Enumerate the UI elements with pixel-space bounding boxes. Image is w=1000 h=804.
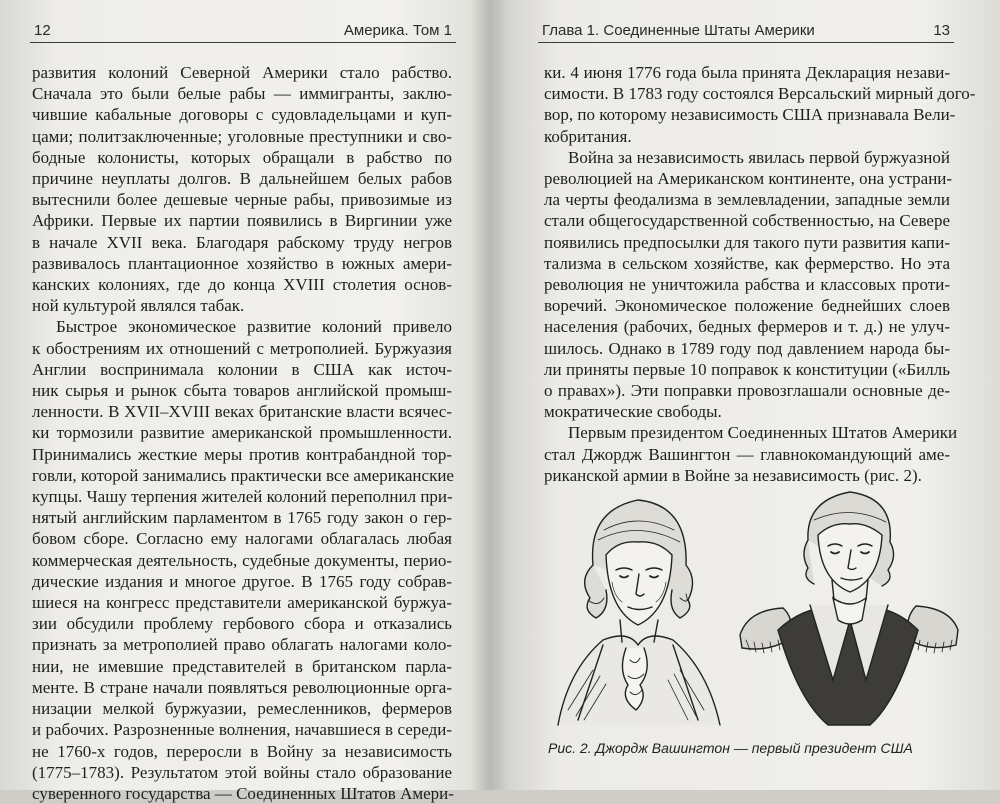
left-running-head <box>30 20 456 43</box>
text-line: вытеснили более дешевые черные рабы, привозимые из <box>32 190 452 210</box>
text-line: Первым президентом Соединенных Штатов Америки <box>568 423 958 443</box>
text-line: признать за метрополией право облагать налогами коло- <box>32 635 452 655</box>
left-page <box>0 0 490 803</box>
figure-caption: Рис. 2. Джордж Вашингтон — первый президент США <box>548 740 913 756</box>
text-line: Англии воспринимала колонии в США как источ- <box>32 359 452 379</box>
text-line: нятый английским парламентом в 1765 году закон о гер- <box>32 508 452 528</box>
text-line: стали общегосударственной собственностью, на Севере <box>544 211 950 231</box>
text-line: причине неуплаты долгов. В дальнейшем белых рабов <box>32 169 452 189</box>
text-line: появились предпосылки для такого пути развития капи- <box>544 232 950 252</box>
text-line: кобритания. <box>544 126 632 146</box>
text-line: низации мелкой буржуазии, ремесленников, фермеров <box>32 699 452 719</box>
right-running-title: Глава 1. Соединенные Штаты Америки <box>542 22 815 39</box>
text-line: бовом сборе. Согласно ему налогами облагалась любая <box>32 529 452 549</box>
text-line: тализма в сельском хозяйстве, как фермерство. Но эта <box>544 253 950 273</box>
text-line: развивалось плантационное хозяйство в южных амери- <box>32 253 452 273</box>
text-line: ла черты феодализма в землевладении, западные земли <box>544 190 950 210</box>
text-line: вор, по которому независимость США признавала Вели- <box>544 105 956 125</box>
text-line: о правах»). Эти поправки провозглашали основные де- <box>544 381 950 401</box>
text-line: населения (рабочих, бедных фермеров и т. д.) не улуч- <box>544 317 950 337</box>
text-line: к обострениям их отношений с метрополией. Буржуазия <box>32 338 452 358</box>
text-line: цами; политзаключенные; уголовные преступники и сво- <box>32 126 452 146</box>
text-line: ленности. В XVII–XVIII веках британские власти всячес- <box>32 402 452 422</box>
text-line: риканской армии в Войне за независимость (рис. 2). <box>544 465 922 485</box>
text-line: шилось. Однако в 1789 году под давлением народа бы- <box>544 338 950 358</box>
text-line: симости. В 1783 году состоялся Версальский мирный дого- <box>544 84 976 104</box>
text-line: купцы. Чашу терпения жителей колоний переполнил при- <box>32 487 453 507</box>
text-line: в начале XVII века. Благодаря рабскому труду негров <box>32 232 452 252</box>
text-line: ник сырья и рынок сбыта товаров английской промыш- <box>32 381 452 401</box>
text-line: чившие кабальные договоры с судовладельцами и куп- <box>32 105 452 125</box>
text-line: менте. В стране начали появляться революционные орга- <box>32 677 452 697</box>
text-line: стал Джордж Вашингтон — главнокомандующий аме- <box>544 444 950 464</box>
text-line: Быстрое экономическое развитие колоний привело <box>56 317 452 337</box>
left-running-title: Америка. Том 1 <box>343 22 452 39</box>
right-body-text <box>544 62 976 486</box>
text-line: революция не уничтожила рабства и классовых проти- <box>544 275 950 295</box>
figure-washington <box>548 470 960 730</box>
text-line: мократические свободы. <box>544 402 722 422</box>
text-line: ки. 4 июня 1776 года была принята Декларация незави- <box>544 63 950 82</box>
text-line: зии обсудили проблему гербового сбора и отказались <box>32 614 452 634</box>
text-line: революцией на Американском континенте, она устрани- <box>544 169 953 189</box>
text-line: коммерческая деятельность, судебные документы, перио- <box>32 550 452 570</box>
text-line: ки тормозили развитие американской промышленности. <box>32 423 452 443</box>
right-page-number: 13 <box>933 22 950 39</box>
text-line: Африки. Первые их партии появились в Виргинии уже <box>32 211 452 231</box>
text-line: говли, которой занимались практически все американские <box>32 465 454 485</box>
text-line: ли приняты первые 10 поправок к конституции («Билль <box>544 359 950 379</box>
right-running-head <box>538 20 954 43</box>
portrait-elderly <box>548 470 728 730</box>
portrait-young-uniform <box>738 480 960 730</box>
text-line: суверенного государства — Соединенных Штатов Амери- <box>32 783 454 803</box>
right-page <box>500 0 1000 790</box>
text-line: (1775–1783). Результатом этой войны стало образование <box>32 762 452 782</box>
left-body-text <box>32 62 452 804</box>
left-page-number: 12 <box>34 22 51 39</box>
text-line: Война за независимость явилась первой буржуазной <box>568 147 950 167</box>
text-line: ной культурой являлся табак. <box>32 296 245 316</box>
text-line: дические издания и многое другое. В 1765 году собрав- <box>32 571 452 591</box>
text-line: и рабочих. Разрозненные волнения, начавшиеся в середи- <box>32 720 452 740</box>
text-line: нии, не имевшие представителей в британском парла- <box>32 656 452 676</box>
text-line: бодные колонисты, которых обращали в рабство по <box>32 147 452 167</box>
text-line: не 1760-х годов, переросли в Войну за независимость <box>32 741 452 761</box>
text-line: Сначала это были белые рабы — иммигранты, заклю- <box>32 84 452 104</box>
text-line: развития колоний Северной Америки стало рабство. <box>32 63 452 82</box>
text-line: шиеся на конгресс представители американской буржуа- <box>32 593 452 613</box>
text-line: канских колониях, где до конца XVIII столетия основ- <box>32 275 452 295</box>
text-line: Принимались жесткие меры против контрабандной тор- <box>32 444 452 464</box>
text-line: воречий. Экономическое положение беднейших слоев <box>544 296 950 316</box>
